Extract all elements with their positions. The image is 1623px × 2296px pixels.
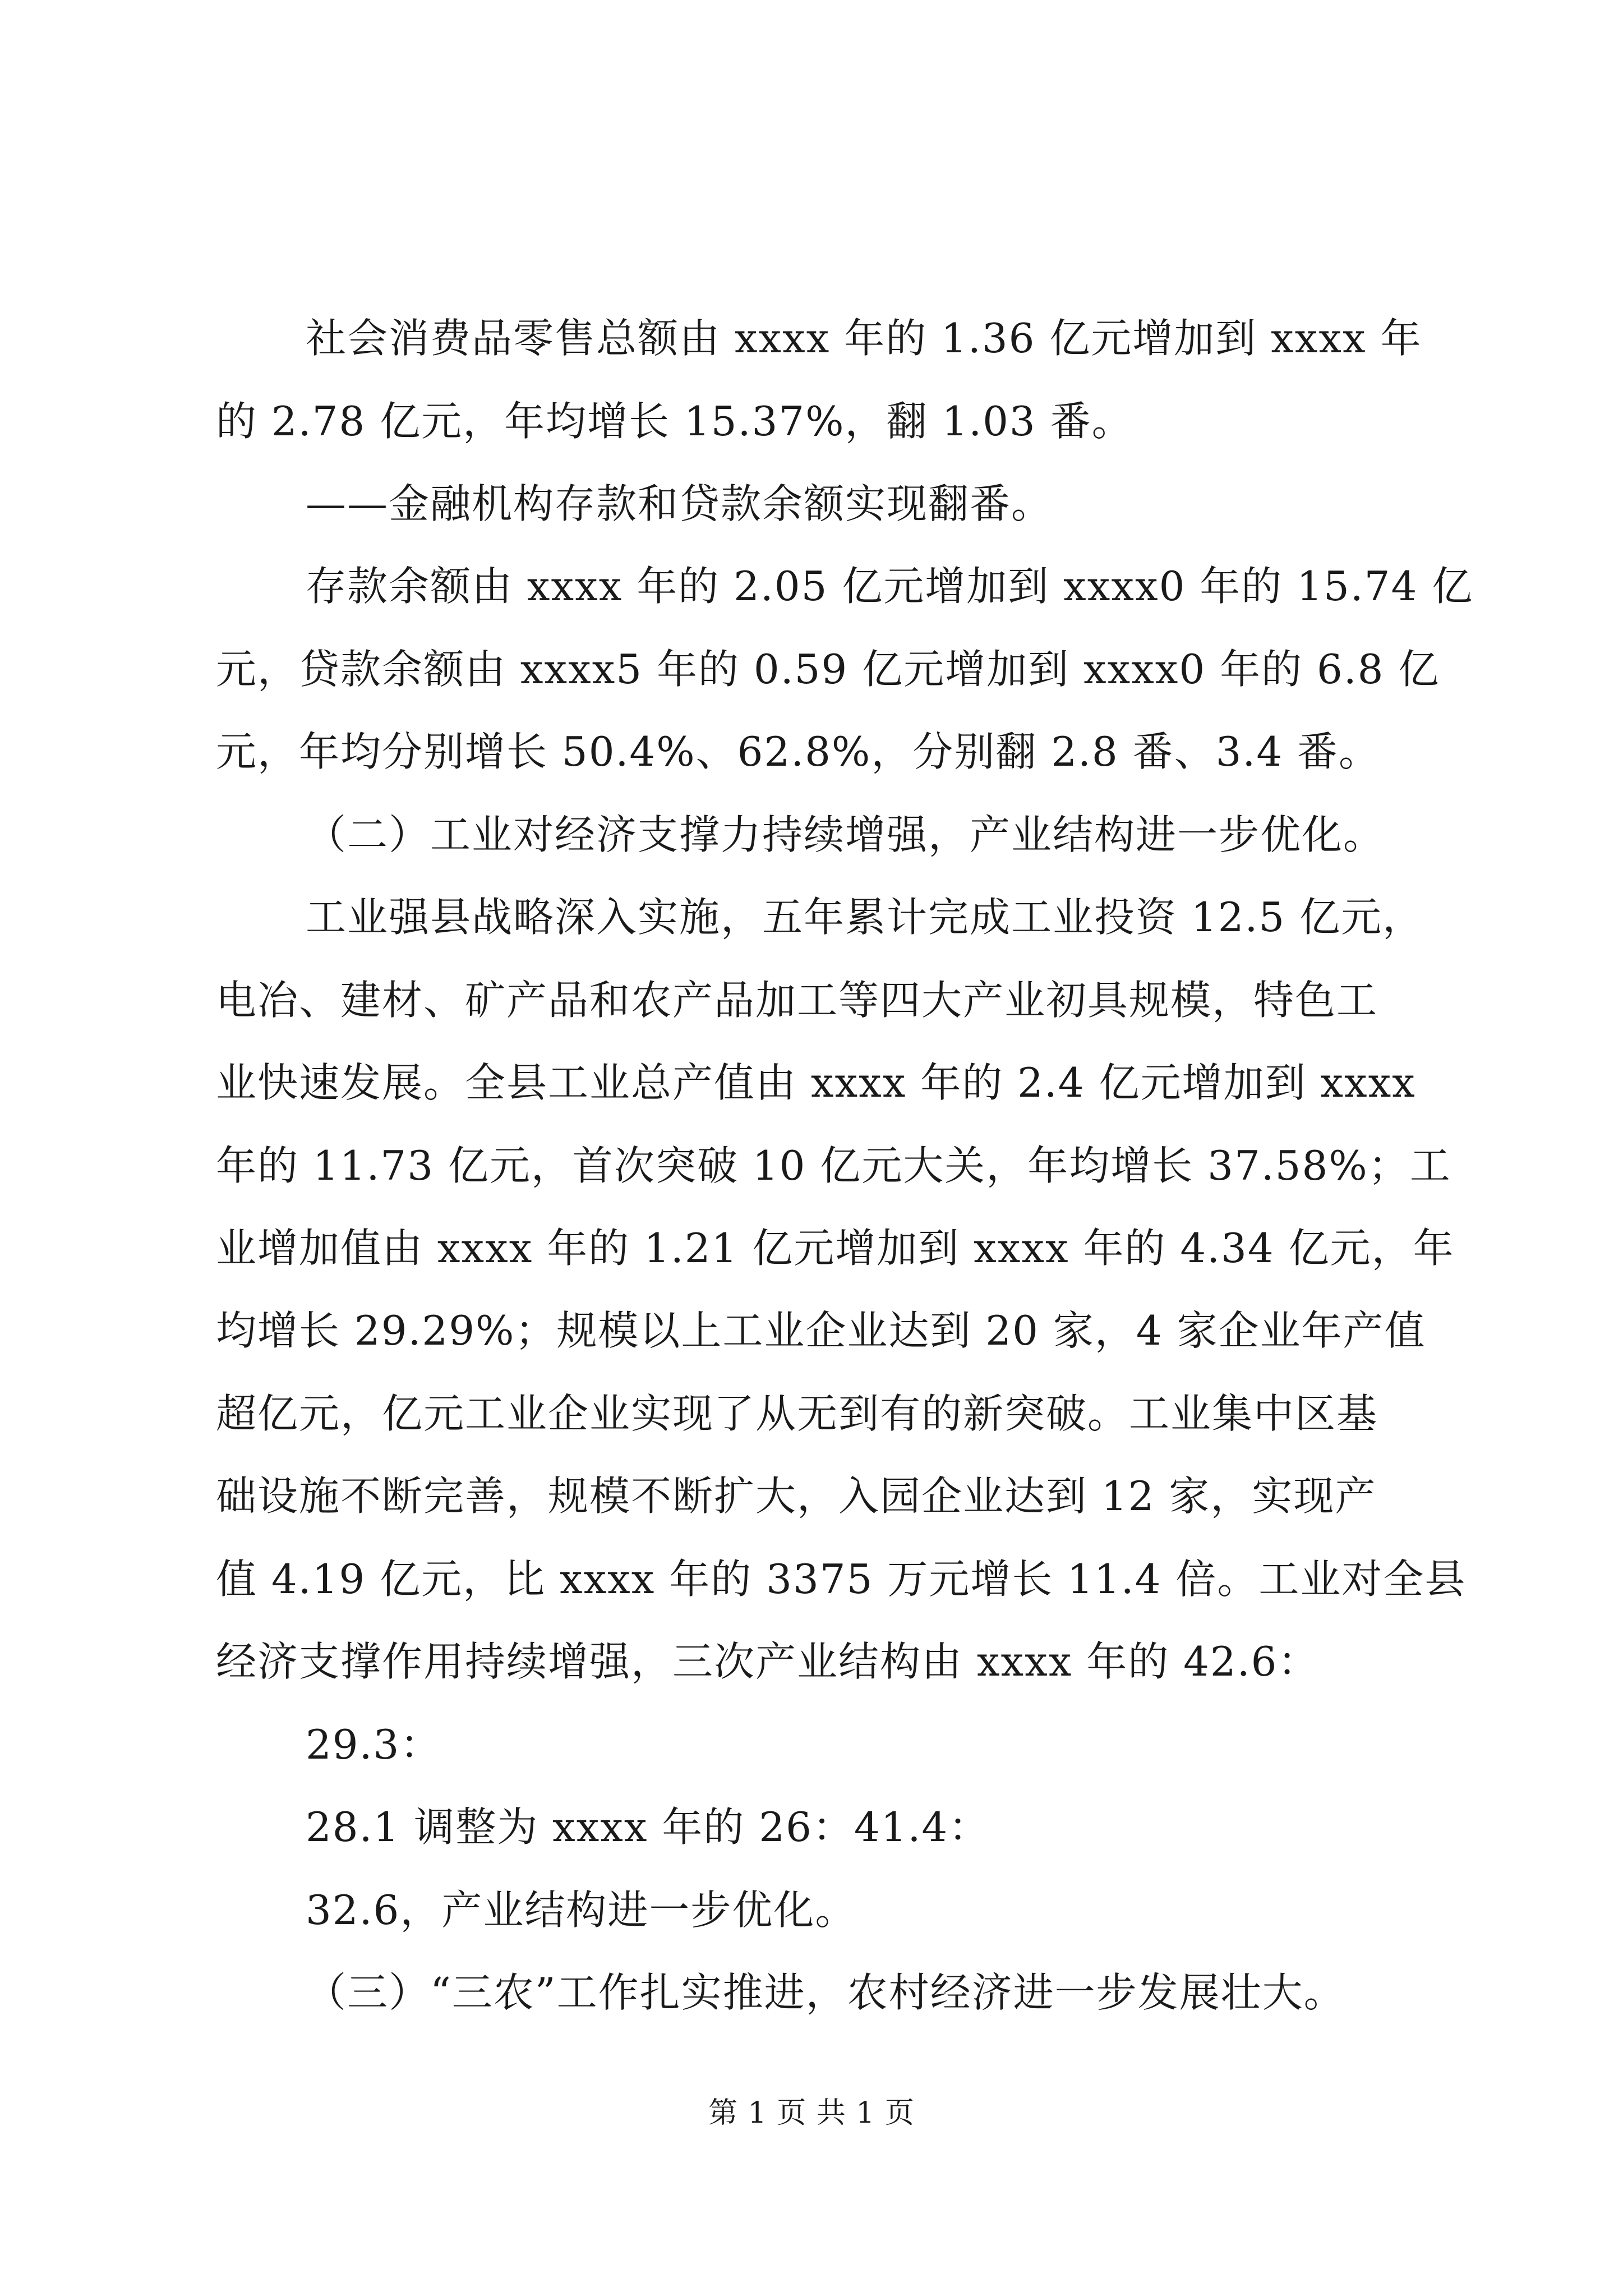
body-line: 经济支撑作用持续增强，三次产业结构由 xxxx 年的 42.6： bbox=[216, 1638, 1320, 1685]
body-line: 的 2.78 亿元，年均增长 15.37%，翻 1.03 番。 bbox=[216, 398, 1133, 445]
body-line: 存款余额由 xxxx 年的 2.05 亿元增加到 xxxx0 年的 15.74 亿 bbox=[306, 563, 1474, 610]
body-line: 28.1 调整为 xxxx 年的 26：41.4： bbox=[306, 1803, 990, 1851]
body-line: 29.3： bbox=[306, 1721, 442, 1768]
section-heading: （二）工业对经济支撑力持续增强，产业结构进一步优化。 bbox=[306, 811, 1385, 858]
section-subheading: ——金融机构存款和贷款余额实现翻番。 bbox=[306, 480, 1053, 527]
body-line: 业增加值由 xxxx 年的 1.21 亿元增加到 xxxx 年的 4.34 亿元，年 bbox=[216, 1225, 1455, 1272]
body-line: 工业强县战略深入实施，五年累计完成工业投资 12.5 亿元， bbox=[306, 894, 1424, 941]
body-line: 元，年均分别增长 50.4%、62.8%，分别翻 2.8 番、3.4 番。 bbox=[216, 728, 1381, 775]
body-line: 32.6，产业结构进一步优化。 bbox=[306, 1887, 857, 1934]
body-line: 值 4.19 亿元，比 xxxx 年的 3375 万元增长 11.4 倍。工业对全县 bbox=[216, 1556, 1467, 1603]
body-line: 电冶、建材、矿产品和农产品加工等四大产业初具规模，特色工 bbox=[216, 977, 1378, 1024]
body-line: 年的 11.73 亿元，首次突破 10 亿元大关，年均增长 37.58%；工 bbox=[216, 1142, 1451, 1189]
body-line: 础设施不断完善，规模不断扩大，入园企业达到 12 家，实现产 bbox=[216, 1473, 1377, 1520]
body-line: 社会消费品零售总额由 xxxx 年的 1.36 亿元增加到 xxxx 年 bbox=[306, 315, 1422, 362]
body-line: 均增长 29.29%；规模以上工业企业达到 20 家，4 家企业年产值 bbox=[216, 1307, 1426, 1354]
page-footer: 第 1 页 共 1 页 bbox=[708, 2096, 915, 2130]
body-line: 超亿元，亿元工业企业实现了从无到有的新突破。工业集中区基 bbox=[216, 1390, 1378, 1437]
body-line: 元，贷款余额由 xxxx5 年的 0.59 亿元增加到 xxxx0 年的 6.8 亿 bbox=[216, 646, 1440, 693]
section-heading: （三）“三农”工作扎实推进，农村经济进一步发展壮大。 bbox=[306, 1969, 1345, 2016]
body-line: 业快速发展。全县工业总产值由 xxxx 年的 2.4 亿元增加到 xxxx bbox=[216, 1059, 1416, 1106]
